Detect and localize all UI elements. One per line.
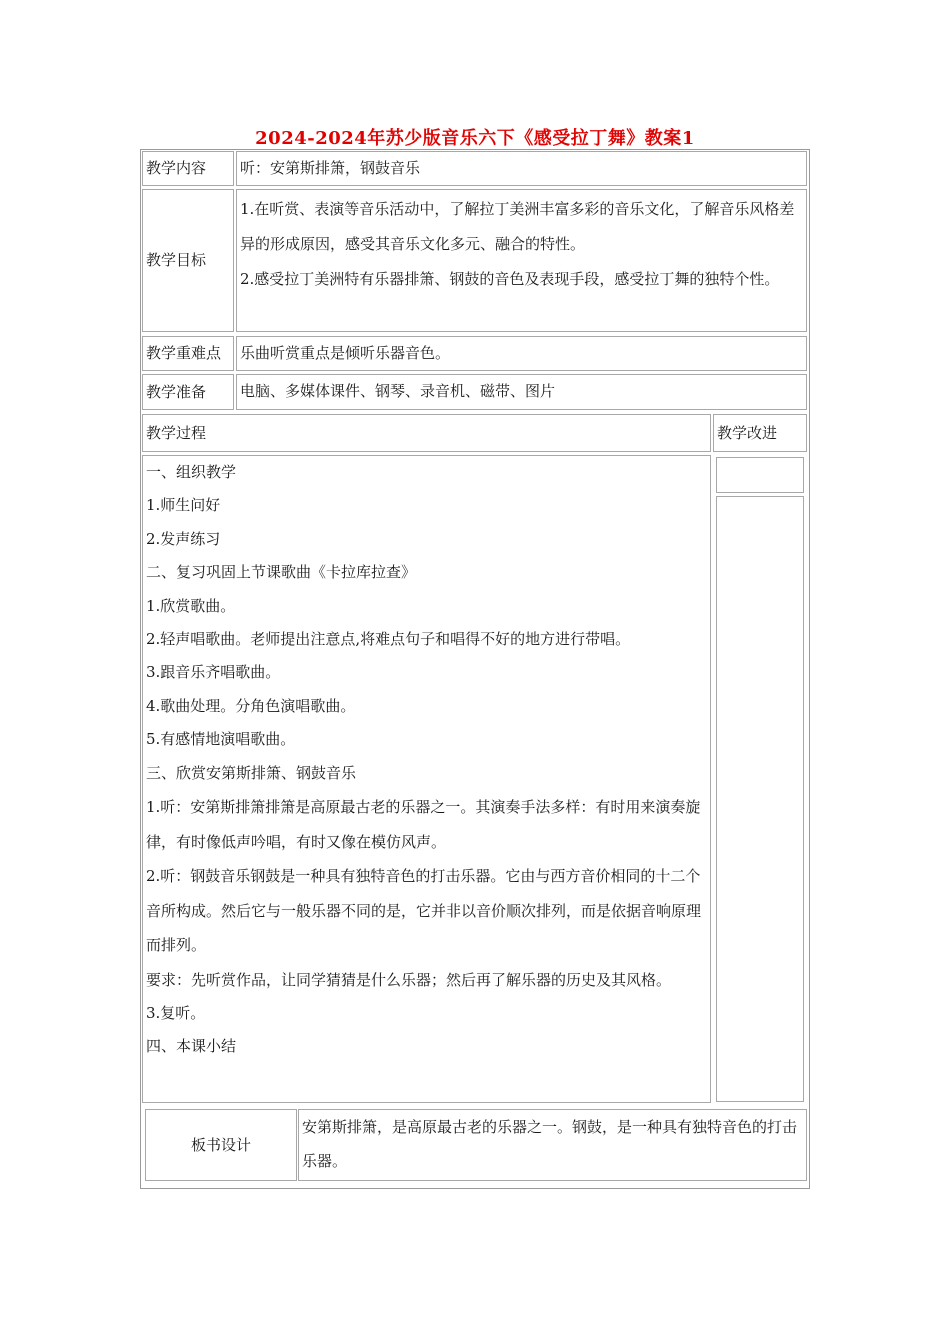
process-line: 三、欣赏安第斯排箫、钢鼓音乐: [146, 763, 357, 782]
improve-cell-top: [716, 457, 804, 493]
preparation-label-text: 教学准备: [146, 382, 207, 401]
board-value-text: 安第斯排箫，是高原最古老的乐器之一。钢鼓，是一种具有独特音色的打击乐器。: [302, 1118, 798, 1170]
process-line: 3.跟音乐齐唱歌曲。: [146, 663, 281, 682]
board-value: [298, 1109, 807, 1181]
document-title: 2024-2024年苏少版音乐六下《感受拉丁舞》教案1: [255, 128, 695, 149]
goals-label: [142, 189, 234, 332]
preparation-value: [236, 374, 807, 410]
process-label: [142, 414, 711, 452]
preparation-label: [142, 374, 234, 410]
process-line: 二、复习巩固上节课歌曲《卡拉库拉查》: [146, 563, 417, 582]
key-points-label: [142, 336, 234, 371]
key-points-value: [236, 336, 807, 371]
goal-item: 1.在听赏、表演等音乐活动中，了解拉丁美洲丰富多彩的音乐文化，了解音乐风格差异的形成原因，感受其音乐文化多元、融合的特性。: [240, 200, 795, 253]
process-line: 2.听：钢鼓音乐钢鼓是一种具有独特音色的打击乐器。它由与西方音价相同的十二个音所构成。然后它与一般乐器不同的是，它并非以音价顺次排列，而是依据音响原理而排列。: [146, 867, 702, 955]
improve-cell-body: [716, 496, 804, 1102]
goals-value: [236, 189, 807, 332]
goal-item: 2.感受拉丁美洲特有乐器排箫、钢鼓的音色及表现手段，感受拉丁舞的独特个性。: [240, 270, 780, 288]
improve-label-text: 教学改进: [717, 423, 778, 442]
preparation-value-text: 电脑、多媒体课件、钢琴、录音机、磁带、图片: [240, 382, 556, 400]
process-line: 1.师生问好: [146, 496, 221, 515]
process-line: 1.欣赏歌曲。: [146, 596, 236, 615]
process-line: 一、组织教学: [146, 463, 237, 481]
process-line: 4.歌曲处理。分角色演唱歌曲。: [146, 696, 356, 715]
key-points-value-text: 乐曲听赏重点是倾听乐器音色。: [240, 344, 451, 362]
content-value-text: 听：安第斯排箫，钢鼓音乐: [240, 159, 421, 177]
process-label-text: 教学过程: [146, 423, 207, 442]
key-points-label-text: 教学重难点: [146, 344, 222, 362]
board-label-text: 板书设计: [190, 1135, 251, 1154]
improve-label: [713, 414, 807, 452]
process-line: 要求：先听赏作品，让同学猜猜是什么乐器；然后再了解乐器的历史及其风格。: [146, 970, 672, 989]
content-label: [142, 151, 234, 186]
process-line: 四、本课小结: [146, 1037, 237, 1056]
process-line: 2.轻声唱歌曲。老师提出注意点,将难点句子和唱得不好的地方进行带唱。: [146, 630, 631, 649]
process-line: 5.有感情地演唱歌曲。: [146, 730, 296, 749]
process-line: 1.听：安第斯排箫排箫是高原最古老的乐器之一。其演奏手法多样：有时用来演奏旋律，有时像低声吟唱，有时又像在模仿风声。: [146, 798, 701, 851]
board-label: [145, 1109, 297, 1181]
goals-label-text: 教学目标: [146, 251, 207, 269]
content-label-text: 教学内容: [146, 159, 207, 177]
process-body: [142, 455, 711, 1103]
process-line: 2.发声练习: [146, 529, 221, 548]
process-line: 3.复听。: [146, 1004, 206, 1023]
content-value: [236, 151, 807, 186]
